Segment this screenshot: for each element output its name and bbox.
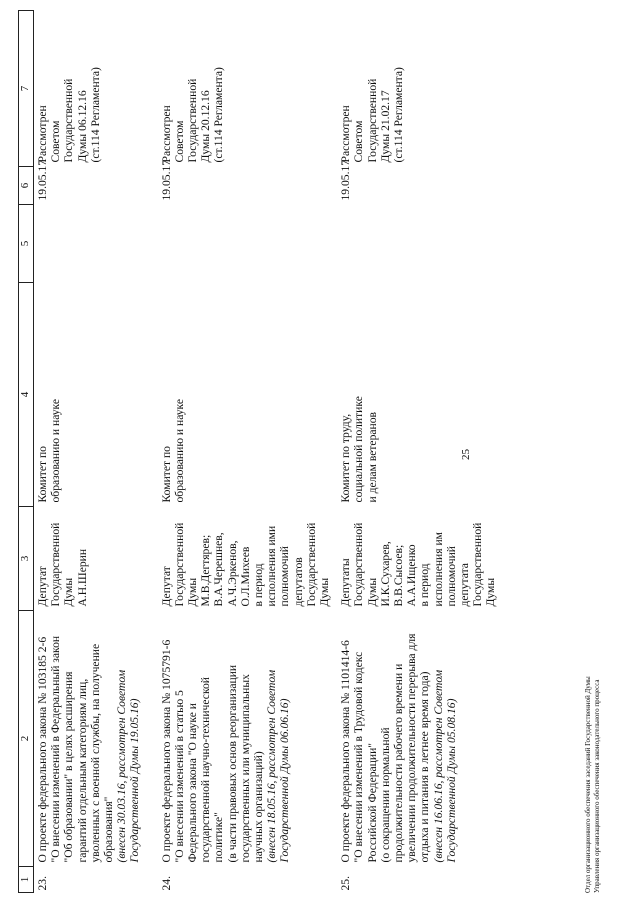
bill-title-line: государственных или муниципальных (238, 674, 252, 863)
table-row (337, 11, 527, 893)
author-line: А.А.Ищенко (405, 544, 419, 607)
date-cell (158, 159, 338, 205)
status-line: Государственной (365, 78, 379, 163)
author-cell (337, 507, 527, 611)
author-line: В.В.Сысоев; (391, 544, 405, 607)
bill-title-line: (в части правовых основ реорганизации (225, 664, 239, 863)
bill-title-line: образования" (102, 796, 116, 863)
status-cell (34, 11, 158, 167)
bill-title-line: увеличении продолжительности перерыва для (405, 633, 419, 863)
bill-intro-line: (внесен 16.06.16, рассмотрен Советом (431, 669, 445, 863)
bill-title-line: "Об образовании" в целях расширения (62, 671, 76, 863)
date-cell (337, 159, 527, 205)
bill-intro-line: Государственной Думы 06.06.16) (278, 698, 292, 863)
row-number (34, 867, 158, 893)
row-number (337, 867, 527, 893)
author-line: Думы (62, 577, 76, 607)
col5-cell (158, 205, 338, 283)
author-line: Думы (317, 577, 331, 607)
table-row (34, 11, 158, 893)
status-line: Государственной (62, 78, 76, 163)
author-line: О.Л.Михеев (238, 546, 252, 607)
bill-title-line: О проекте федерального закона № 1075791-6 (159, 639, 173, 863)
bill-intro-line: Государственной Думы 05.08.16) (444, 698, 458, 863)
author-line: Государственной (471, 522, 485, 607)
bill-title-line: уволенных с военной службы, на получение (88, 643, 102, 863)
author-line: Депутат (159, 566, 173, 607)
bill-intro-line: (внесен 18.05.16, рассмотрен Советом (265, 669, 279, 863)
author-line: А.Н.Шерин (75, 548, 89, 607)
author-line: Депутаты (339, 558, 353, 607)
author-line: И.К.Сухарев, (378, 541, 392, 607)
author-line: в период (418, 563, 432, 607)
date-text: 19.05.17 (339, 159, 353, 201)
bill-title-line: гарантий отдельным категориям лиц, (75, 678, 89, 863)
status-line: Думы 21.02.17 (378, 90, 392, 163)
row-number-text: 24. (159, 876, 173, 891)
column-header: 1 (19, 867, 34, 893)
author-line: депутатов (291, 557, 305, 607)
bill-title-line: "О внесении изменений в статью 5 (172, 690, 186, 863)
footer (584, 676, 602, 893)
committee-line: Комитет по труду, (339, 413, 353, 503)
committee-line: социальной политике (352, 396, 366, 503)
committee-cell (337, 283, 527, 507)
column-header: 2 (19, 611, 34, 867)
status-line: (ст.114 Регламента) (212, 67, 226, 163)
bill-title-line: научных организаций) (251, 751, 265, 863)
author-line: Депутат (36, 566, 49, 607)
bill-title-line: О проекте федерального закона № 103185 2-6 (36, 636, 49, 863)
author-cell (158, 507, 338, 611)
column-header: 6 (19, 167, 34, 205)
bill-title-line: государственной научно-технической (199, 677, 213, 863)
author-line: Государственной (172, 522, 186, 607)
row-number (158, 867, 338, 893)
bill-title-line: "О внесении изменений в Трудовой кодекс (352, 651, 366, 863)
bill-cell (34, 611, 158, 867)
status-line: Рассмотрен (36, 105, 49, 163)
author-line: полномочий (278, 546, 292, 607)
col5-cell (34, 205, 158, 283)
bill-title-line: "О внесении изменений в Федеральный закон (49, 635, 63, 863)
table-row (158, 11, 338, 893)
bill-title-line: Российской Федерации" (365, 742, 379, 863)
row-number-text: 25. (339, 876, 353, 891)
bill-title-line: политике" (212, 812, 226, 863)
status-line: Думы 20.12.16 (199, 90, 213, 163)
author-line: М.В.Дегтярев; (199, 534, 213, 607)
page-number: 25 (460, 449, 472, 460)
status-line: (ст.114 Регламента) (88, 67, 102, 163)
date-cell (34, 159, 158, 205)
bill-title-line: (о сокращении нормальной (378, 727, 392, 863)
date-text: 19.05.17 (159, 159, 173, 201)
author-cell (34, 507, 158, 611)
author-line: А.Ч.Эркенов, (225, 540, 239, 607)
author-line: Думы (484, 577, 498, 607)
status-line: (ст.114 Регламента) (391, 67, 405, 163)
bill-title-line: отдыха и питания в летнее время года) (418, 671, 432, 863)
author-line: полномочий (444, 546, 458, 607)
author-line: Думы (365, 577, 379, 607)
status-line: Рассмотрен (339, 105, 353, 163)
committee-line: Комитет по (159, 446, 173, 503)
author-line: исполнения ими (265, 525, 279, 607)
row-number-text: 23. (36, 876, 49, 891)
author-line: депутата (457, 563, 471, 607)
author-line: Государственной (352, 522, 366, 607)
author-line: Государственной (304, 522, 318, 607)
column-header: 3 (19, 507, 34, 611)
column-header: 4 (19, 283, 34, 507)
col5-cell (337, 205, 527, 283)
status-cell (337, 11, 527, 167)
status-line: Государственной (185, 78, 199, 163)
committee-cell (158, 283, 338, 507)
bill-title-line: О проекте федерального закона № 1101414-6 (339, 640, 353, 863)
column-header: 7 (19, 11, 34, 167)
status-line: Рассмотрен (159, 105, 173, 163)
author-line: исполнения им (431, 531, 445, 607)
status-line: Советом (172, 120, 186, 163)
author-line: Думы (185, 577, 199, 607)
bill-intro-line: (внесен 30.03.16, рассмотрен Советом (115, 669, 129, 863)
committee-line: образованию и науке (172, 398, 186, 503)
author-line: в период (251, 563, 265, 607)
committee-line: и делам ветеранов (365, 412, 379, 503)
committee-cell (34, 283, 158, 507)
status-line: Думы 06.12.16 (75, 90, 89, 163)
author-line: В.А.Черешнев, (212, 532, 226, 607)
bill-intro-line: Государственной Думы 19.05.16) (128, 698, 142, 863)
status-line: Советом (49, 120, 63, 163)
author-line: Государственной (49, 522, 63, 607)
status-cell (158, 11, 338, 167)
footer-line: Отдел организационного обеспечения заседаний Государственной Думы (584, 676, 592, 893)
date-text: 19.05.17 (36, 159, 49, 201)
bill-title-line: Федерального закона "О науке и (185, 703, 199, 863)
committee-line: образованию и науке (49, 398, 63, 503)
bill-title-line: продолжительности рабочего времени и (391, 663, 405, 863)
column-header: 5 (19, 205, 34, 283)
header-row (19, 11, 34, 893)
committee-line: Комитет по (36, 446, 49, 503)
bill-cell (158, 611, 338, 867)
status-line: Советом (352, 120, 366, 163)
bills-table (18, 10, 527, 893)
footer-line: Управления организационного обеспечения законодательного процесса (593, 679, 601, 893)
bill-cell (337, 611, 527, 867)
